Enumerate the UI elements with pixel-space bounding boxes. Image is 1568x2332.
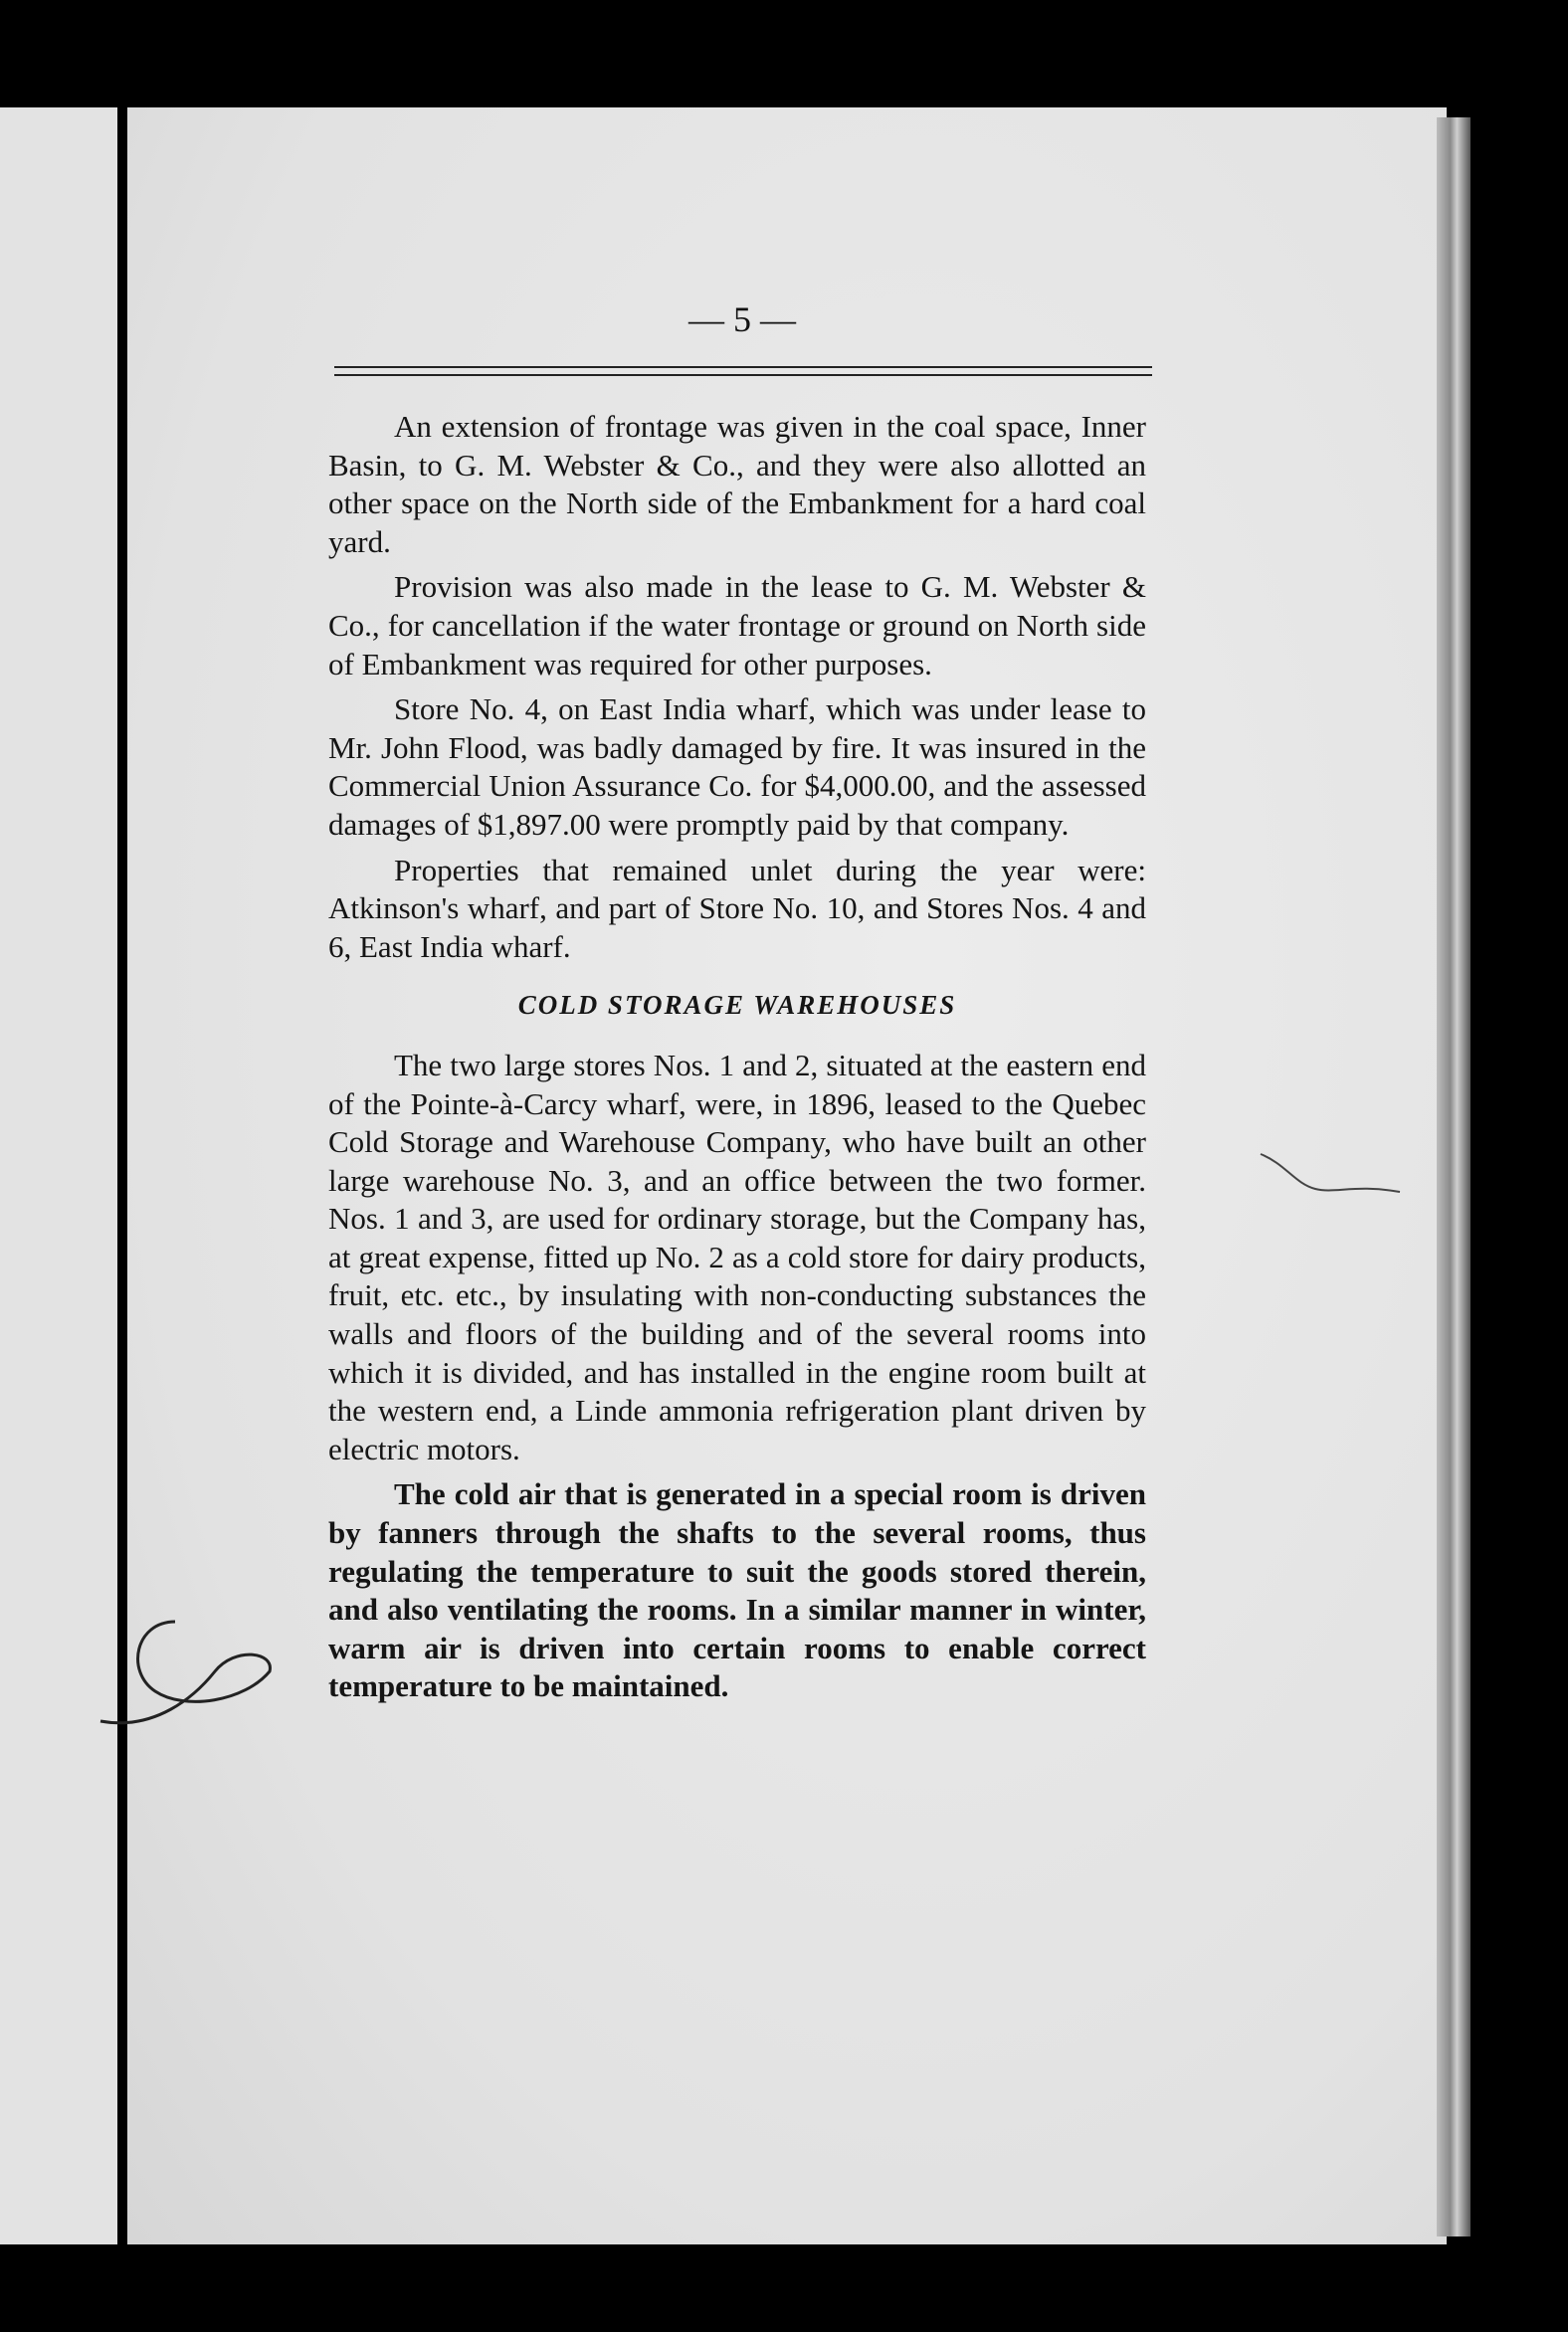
pencil-scribble-mark bbox=[96, 1612, 285, 1751]
page-number: — 5 — bbox=[688, 299, 796, 339]
header-rule-bottom bbox=[334, 374, 1152, 376]
pencil-scribble-mark bbox=[1256, 1144, 1405, 1214]
paragraph-cold-storage: The two large stores Nos. 1 and 2, situated at the eastern end of the Pointe-à-Carcy wharf, were, in 1896, leased to the Quebec Cold Storage and Warehouse Company, who have built an other large warehouse No. 3, and an office between the two former. Nos. 1 and 3, are used for ordinary storage, but the Company has, at great expense, fitted up No. 2 as a cold store for dairy products, fruit, etc. etc., by insulating with non-conducting substances the walls and floors of the building and of the several rooms into which it is divided, and has installed in the engine room built at the western end, a Linde ammonia refrigeration plant driven by electric motors. bbox=[328, 1047, 1146, 1466]
paragraph-coal-space: An extension of frontage was given in the coal space, Inner Basin, to G. M. Webster & Co., and they were also allotted an other space on the North side of the Embankment for a hard coal yard. bbox=[328, 409, 1146, 559]
page-stack-edge bbox=[1437, 117, 1470, 2236]
paragraph-store-fire: Store No. 4, on East India wharf, which was under lease to Mr. John Flood, was badly damaged by fire. It was insured in the Commercial Union Assurance Co. for $4,000.00, and the assessed damages of $1,897.00 were promptly paid by that company. bbox=[328, 691, 1146, 842]
section-heading: COLD STORAGE WAREHOUSES bbox=[517, 990, 957, 1021]
header-rule-top bbox=[334, 366, 1152, 368]
paragraph-unlet-properties: Properties that remained unlet during the year were: Atkinson's wharf, and part of Store No. 10, and Stores Nos. 4 and 6, East India wharf. bbox=[328, 852, 1146, 964]
body-text bbox=[328, 408, 1146, 1713]
facing-page-edge bbox=[0, 107, 117, 2244]
paragraph-cold-air: The cold air that is generated in a special room is driven by fanners through the shafts to the several rooms, thus regulating the temperature to suit the goods stored therein, and also ventilating the rooms. In a similar manner in winter, warm air is driven into certain rooms to enable correct temperature to be maintained. bbox=[328, 1476, 1146, 1704]
paragraph-lease-provision: Provision was also made in the lease to G. M. Webster & Co., for cancellation if the water frontage or ground on North side of Embankment was required for other purposes. bbox=[328, 569, 1146, 681]
